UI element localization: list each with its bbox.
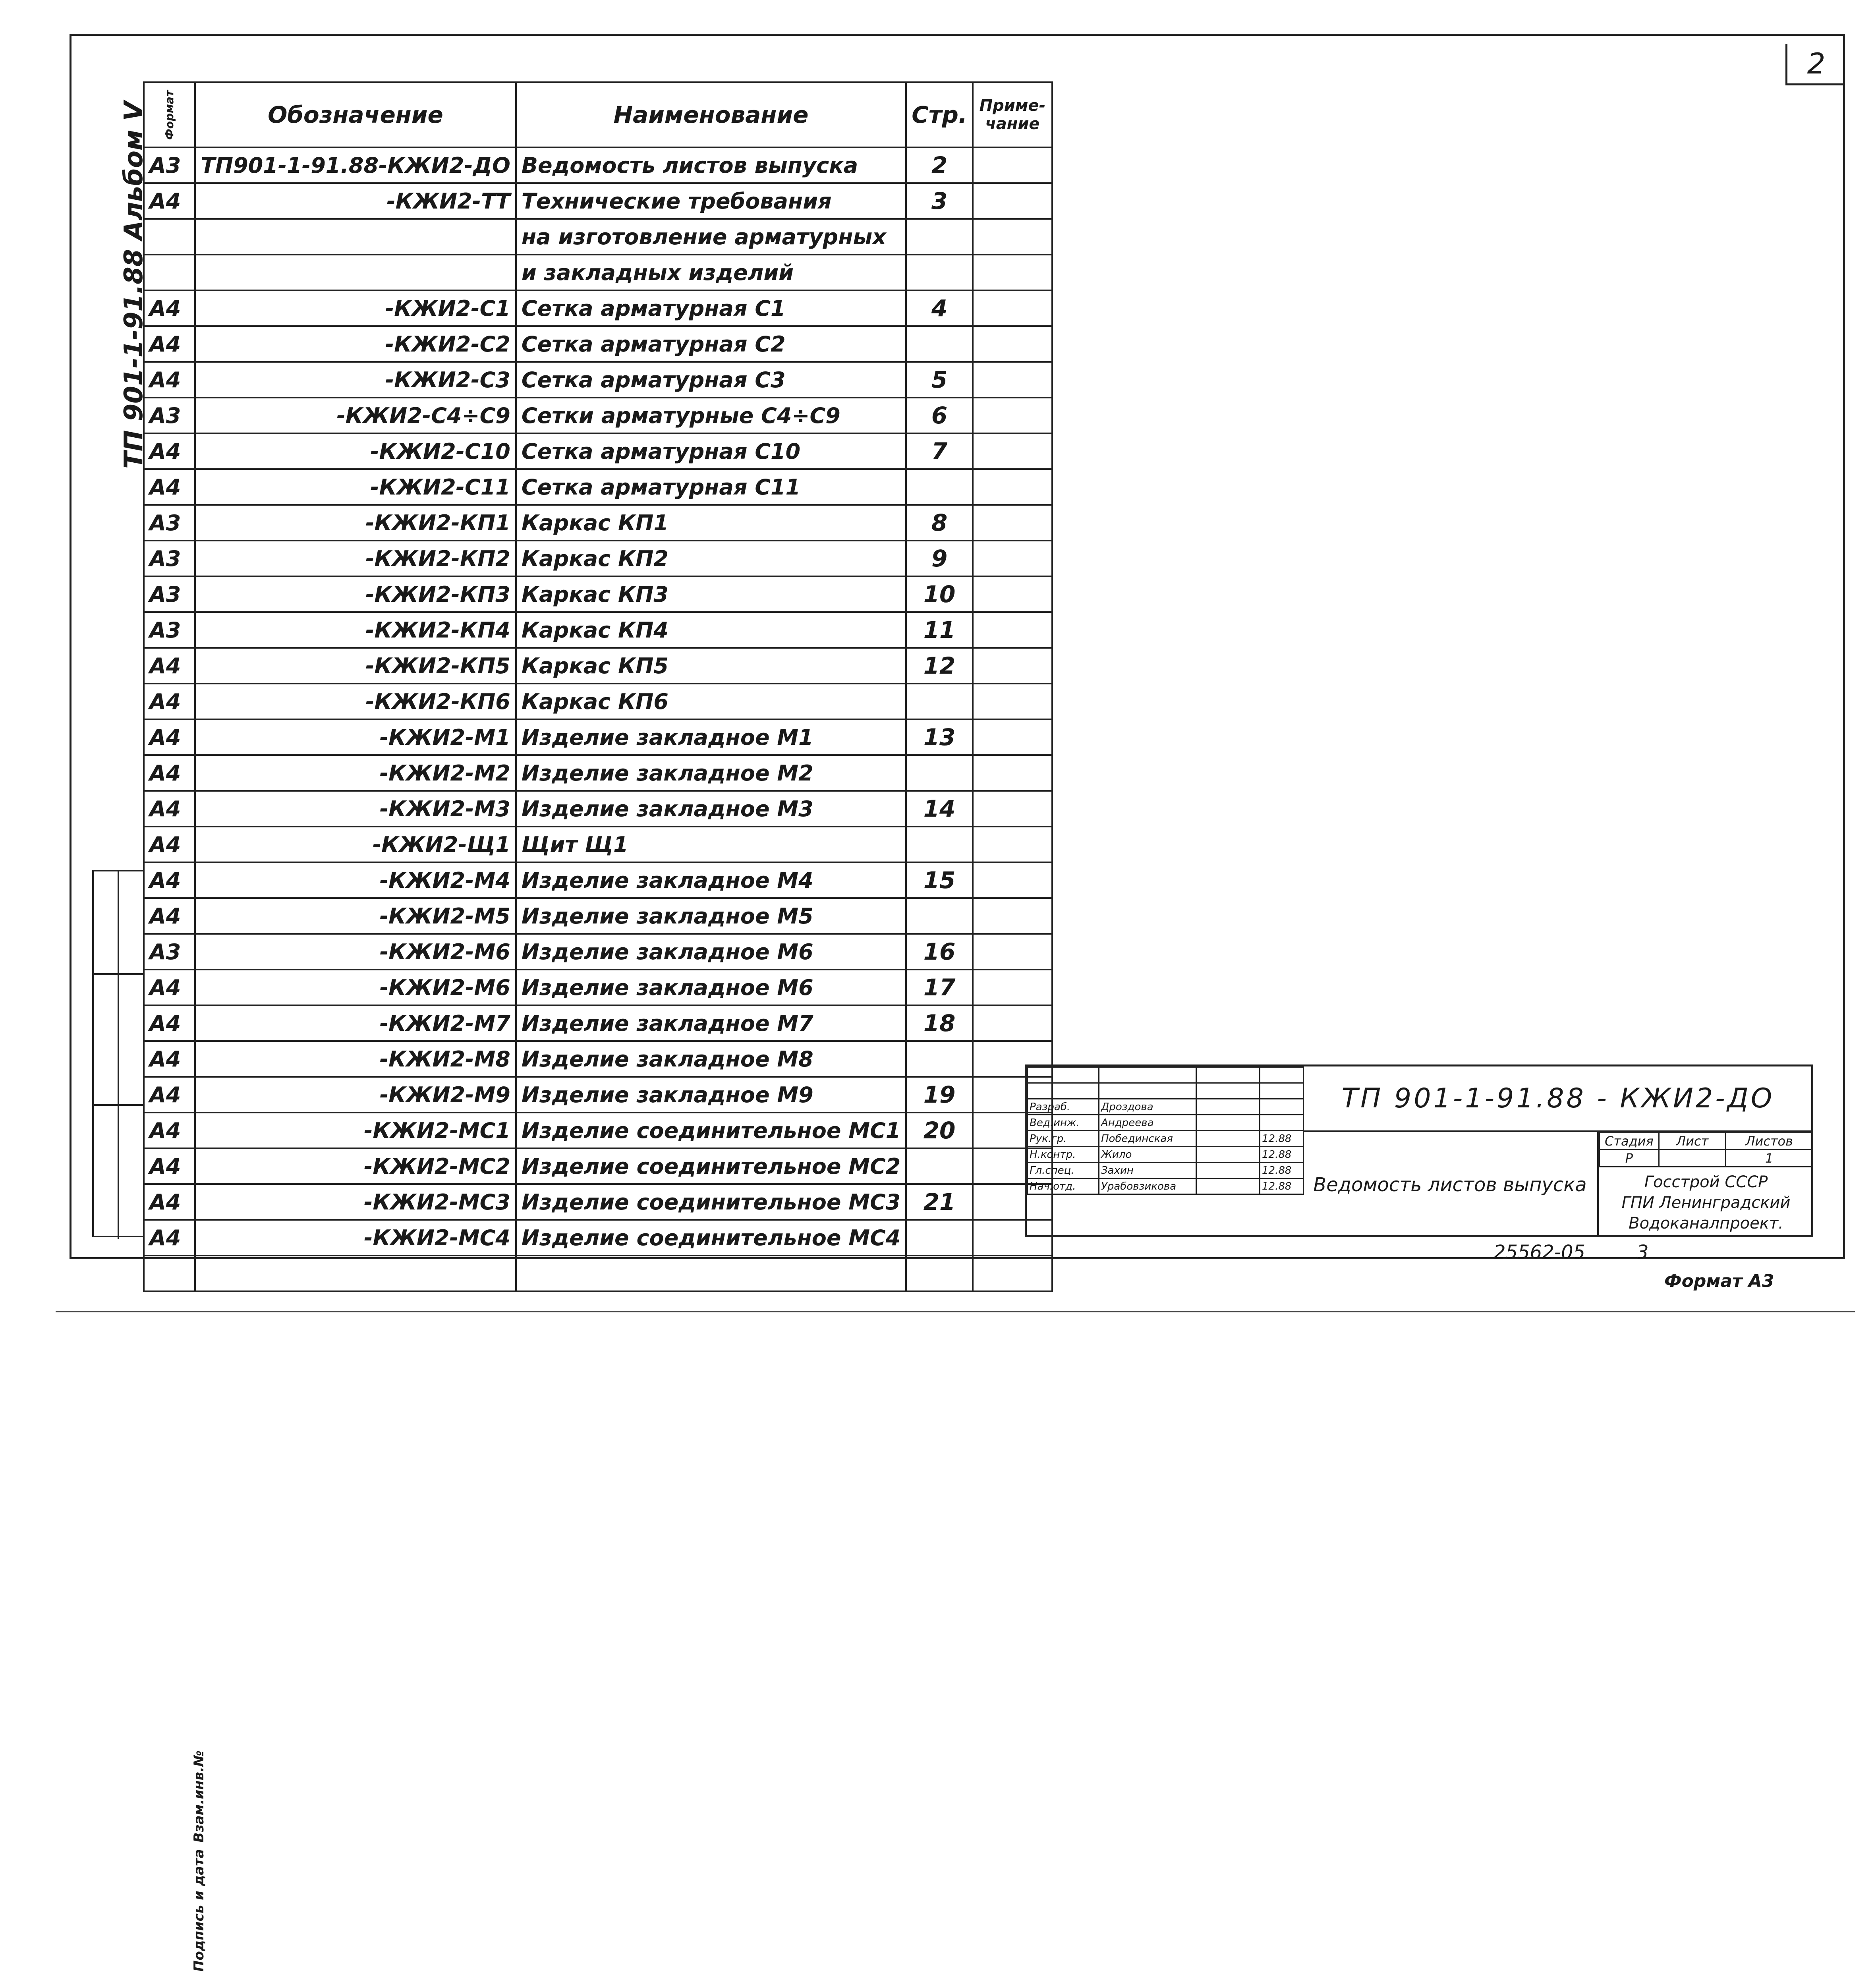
signature-role: Гл.спец. bbox=[1028, 1163, 1099, 1178]
cell-note bbox=[973, 541, 1052, 576]
cell-name: Сетки арматурные С4÷С9 bbox=[516, 398, 906, 433]
signature-date: 12.88 bbox=[1260, 1147, 1304, 1163]
format-label: Формат А3 bbox=[1664, 1271, 1774, 1291]
cell-format: А4 bbox=[144, 827, 195, 862]
cell-note bbox=[973, 433, 1052, 469]
cell-note bbox=[973, 290, 1052, 326]
table-row bbox=[144, 1005, 1052, 1041]
cell-name: и закладных изделий bbox=[516, 255, 906, 290]
cell-note bbox=[973, 648, 1052, 684]
cell-format: А4 bbox=[144, 719, 195, 755]
cell-designation: ТП901-1-91.88-КЖИ2-ДО bbox=[195, 147, 516, 183]
cell-format: А4 bbox=[144, 326, 195, 362]
table-row bbox=[144, 684, 1052, 719]
signature-date bbox=[1260, 1115, 1304, 1131]
cell-page: 9 bbox=[906, 541, 973, 576]
table-row bbox=[144, 398, 1052, 433]
cell-page: 10 bbox=[906, 576, 973, 612]
cell-name: Изделие соединительное МС3 bbox=[516, 1184, 906, 1220]
table-row bbox=[144, 1184, 1052, 1220]
header-designation: Обозначение bbox=[195, 82, 516, 147]
cell-format: А4 bbox=[144, 648, 195, 684]
cell-note bbox=[973, 576, 1052, 612]
cell-format: А4 bbox=[144, 1077, 195, 1113]
sheet-sequence: 3 bbox=[1636, 1241, 1649, 1263]
cell-designation bbox=[195, 219, 516, 255]
cell-note bbox=[973, 755, 1052, 791]
table-row bbox=[144, 970, 1052, 1005]
cell-name: Изделие соединительное МС1 bbox=[516, 1113, 906, 1148]
signature-date: 12.88 bbox=[1260, 1163, 1304, 1178]
cell-name: Изделие закладное М9 bbox=[516, 1077, 906, 1113]
cell-format: А4 bbox=[144, 1113, 195, 1148]
cell-designation: -КЖИ2-ТТ bbox=[195, 183, 516, 219]
signature-role: Вед.инж. bbox=[1028, 1115, 1099, 1131]
cell-designation: -КЖИ2-С1 bbox=[195, 290, 516, 326]
cell-format bbox=[144, 255, 195, 290]
cell-designation: -КЖИ2-МС1 bbox=[195, 1113, 516, 1148]
cell-format: А3 bbox=[144, 147, 195, 183]
signature-row bbox=[1028, 1131, 1304, 1147]
cell-designation: -КЖИ2-КП2 bbox=[195, 541, 516, 576]
table-row bbox=[144, 469, 1052, 505]
cell-designation: -КЖИ2-МС3 bbox=[195, 1184, 516, 1220]
table-row bbox=[144, 576, 1052, 612]
cell-format: А4 bbox=[144, 791, 195, 827]
cell-note bbox=[973, 1256, 1052, 1291]
signature-row bbox=[1028, 1178, 1304, 1194]
cell-note bbox=[973, 219, 1052, 255]
cell-format: А4 bbox=[144, 469, 195, 505]
cell-note bbox=[973, 719, 1052, 755]
cell-designation: -КЖИ2-С11 bbox=[195, 469, 516, 505]
cell-name: Изделие закладное М4 bbox=[516, 862, 906, 898]
cell-page bbox=[906, 1148, 973, 1184]
cell-format: А3 bbox=[144, 541, 195, 576]
cell-page: 8 bbox=[906, 505, 973, 541]
cell-name: на изготовление арматурных bbox=[516, 219, 906, 255]
table-row bbox=[144, 326, 1052, 362]
cell-name: Изделие закладное М5 bbox=[516, 898, 906, 934]
cell-page: 14 bbox=[906, 791, 973, 827]
album-label: ТП 901-1-91.88 Альбом V bbox=[119, 101, 149, 469]
signature-sign bbox=[1196, 1131, 1260, 1147]
table-row bbox=[144, 612, 1052, 648]
table-header bbox=[144, 82, 1052, 147]
cell-format: А4 bbox=[144, 1220, 195, 1256]
cell-note bbox=[973, 505, 1052, 541]
cell-name: Технические требования bbox=[516, 183, 906, 219]
stage-header: Стадия bbox=[1600, 1133, 1659, 1150]
header-page: Стр. bbox=[906, 82, 973, 147]
cell-name: Ведомость листов выпуска bbox=[516, 147, 906, 183]
signature-row-empty bbox=[1028, 1067, 1304, 1083]
cell-name: Изделие закладное М6 bbox=[516, 970, 906, 1005]
cell-name: Сетка арматурная С11 bbox=[516, 469, 906, 505]
cell-name: Изделие закладное М3 bbox=[516, 791, 906, 827]
cell-designation: -КЖИ2-Щ1 bbox=[195, 827, 516, 862]
cell-note bbox=[973, 898, 1052, 934]
cell-format: А4 bbox=[144, 898, 195, 934]
cell-page: 5 bbox=[906, 362, 973, 398]
signature-name: Дроздова bbox=[1099, 1099, 1196, 1115]
cell-designation: -КЖИ2-М3 bbox=[195, 791, 516, 827]
signature-sign bbox=[1196, 1178, 1260, 1194]
cell-name: Каркас КП3 bbox=[516, 576, 906, 612]
table-row bbox=[144, 541, 1052, 576]
signature-role: Рук.гр. bbox=[1028, 1131, 1099, 1147]
cell-format: А3 bbox=[144, 934, 195, 970]
cell-designation: -КЖИ2-М4 bbox=[195, 862, 516, 898]
cell-name: Изделие закладное М7 bbox=[516, 1005, 906, 1041]
signature-name: Урабовзикова bbox=[1099, 1178, 1196, 1194]
cell-name bbox=[516, 1256, 906, 1291]
table-row bbox=[144, 183, 1052, 219]
cell-page bbox=[906, 898, 973, 934]
organization-line-3: Водоканалпроект. bbox=[1629, 1214, 1783, 1233]
signature-cell bbox=[1099, 1067, 1196, 1083]
cell-name: Каркас КП5 bbox=[516, 648, 906, 684]
cell-name: Сетка арматурная С3 bbox=[516, 362, 906, 398]
cell-note bbox=[973, 1005, 1052, 1041]
cell-page bbox=[906, 219, 973, 255]
header-format: Формат bbox=[144, 82, 195, 147]
signature-date-label: Подпись и дата bbox=[191, 1849, 207, 1972]
table-row bbox=[144, 1077, 1052, 1113]
cell-format: А4 bbox=[144, 755, 195, 791]
sheet-list-table bbox=[143, 81, 1053, 1292]
table-row bbox=[144, 827, 1052, 862]
sheets-value: 1 bbox=[1726, 1150, 1813, 1167]
document-number: ТП 901-1-91.88 - КЖИ2-ДО bbox=[1303, 1066, 1813, 1132]
cell-designation: -КЖИ2-С4÷С9 bbox=[195, 398, 516, 433]
cell-format: А3 bbox=[144, 612, 195, 648]
signature-row-empty bbox=[1028, 1083, 1304, 1099]
table-row bbox=[144, 862, 1052, 898]
cell-page bbox=[906, 1041, 973, 1077]
cell-designation: -КЖИ2-М2 bbox=[195, 755, 516, 791]
signature-role: Нач.отд. bbox=[1028, 1178, 1099, 1194]
stage-value: Р bbox=[1600, 1150, 1659, 1167]
signature-cell bbox=[1028, 1083, 1099, 1099]
title-block bbox=[1025, 1064, 1813, 1237]
cell-note bbox=[973, 612, 1052, 648]
signature-table bbox=[1027, 1066, 1304, 1195]
cell-page: 12 bbox=[906, 648, 973, 684]
cell-designation: -КЖИ2-М9 bbox=[195, 1077, 516, 1113]
trim-line bbox=[56, 1311, 1855, 1312]
signature-cell bbox=[1260, 1083, 1304, 1099]
cell-format bbox=[144, 1256, 195, 1291]
cell-designation: -КЖИ2-МС4 bbox=[195, 1220, 516, 1256]
signature-date: 12.88 bbox=[1260, 1131, 1304, 1147]
cell-note bbox=[973, 684, 1052, 719]
cell-page bbox=[906, 1256, 973, 1291]
table-row bbox=[144, 1256, 1052, 1291]
cell-format: А4 bbox=[144, 1041, 195, 1077]
cell-designation: -КЖИ2-МС2 bbox=[195, 1148, 516, 1184]
cell-page bbox=[906, 469, 973, 505]
cell-page: 15 bbox=[906, 862, 973, 898]
cell-name: Изделие соединительное МС4 bbox=[516, 1220, 906, 1256]
cell-page: 16 bbox=[906, 934, 973, 970]
table-row bbox=[144, 1148, 1052, 1184]
cell-name: Каркас КП4 bbox=[516, 612, 906, 648]
table-row bbox=[144, 255, 1052, 290]
replace-inv-label: Взам.инв.№ bbox=[191, 1750, 207, 1843]
cell-page: 21 bbox=[906, 1184, 973, 1220]
cell-format: А4 bbox=[144, 1005, 195, 1041]
cell-name: Изделие соединительное МС2 bbox=[516, 1148, 906, 1184]
table-row bbox=[144, 147, 1052, 183]
signature-role: Разраб. bbox=[1028, 1099, 1099, 1115]
cell-page: 4 bbox=[906, 290, 973, 326]
cell-designation: -КЖИ2-КП5 bbox=[195, 648, 516, 684]
cell-page: 11 bbox=[906, 612, 973, 648]
cell-name: Сетка арматурная С2 bbox=[516, 326, 906, 362]
table-row bbox=[144, 934, 1052, 970]
table-row bbox=[144, 290, 1052, 326]
cell-designation bbox=[195, 255, 516, 290]
cell-format: А4 bbox=[144, 183, 195, 219]
cell-format: А3 bbox=[144, 398, 195, 433]
cell-page: 7 bbox=[906, 433, 973, 469]
header-note: Приме- чание bbox=[973, 82, 1052, 147]
cell-name: Сетка арматурная С10 bbox=[516, 433, 906, 469]
cell-name: Сетка арматурная С1 bbox=[516, 290, 906, 326]
cell-note bbox=[973, 362, 1052, 398]
cell-designation: -КЖИ2-М6 bbox=[195, 970, 516, 1005]
signature-sign bbox=[1196, 1115, 1260, 1131]
cell-format: А4 bbox=[144, 433, 195, 469]
cell-page: 13 bbox=[906, 719, 973, 755]
cell-note bbox=[973, 326, 1052, 362]
cell-designation: -КЖИ2-С2 bbox=[195, 326, 516, 362]
cell-format bbox=[144, 219, 195, 255]
cell-note bbox=[973, 255, 1052, 290]
signature-cell bbox=[1260, 1067, 1304, 1083]
cell-page: 18 bbox=[906, 1005, 973, 1041]
signature-cell bbox=[1196, 1083, 1260, 1099]
table-row bbox=[144, 755, 1052, 791]
signature-name: Андреева bbox=[1099, 1115, 1196, 1131]
organization bbox=[1599, 1168, 1813, 1239]
cell-designation: -КЖИ2-КП1 bbox=[195, 505, 516, 541]
cell-page: 6 bbox=[906, 398, 973, 433]
inventory-number: 25562-05 bbox=[1493, 1241, 1586, 1263]
cell-name: Изделие закладное М6 bbox=[516, 934, 906, 970]
cell-name: Каркас КП2 bbox=[516, 541, 906, 576]
cell-designation: -КЖИ2-М1 bbox=[195, 719, 516, 755]
cell-format: А4 bbox=[144, 290, 195, 326]
cell-format: А4 bbox=[144, 684, 195, 719]
cell-note bbox=[973, 827, 1052, 862]
cell-page bbox=[906, 1220, 973, 1256]
cell-name: Изделие закладное М8 bbox=[516, 1041, 906, 1077]
sheet-value bbox=[1659, 1150, 1726, 1167]
table-row bbox=[144, 433, 1052, 469]
cell-designation bbox=[195, 1256, 516, 1291]
signature-name: Захин bbox=[1099, 1163, 1196, 1178]
cell-designation: -КЖИ2-М8 bbox=[195, 1041, 516, 1077]
cell-format: А4 bbox=[144, 1148, 195, 1184]
cell-name: Изделие закладное М1 bbox=[516, 719, 906, 755]
cell-name: Каркас КП6 bbox=[516, 684, 906, 719]
cell-page bbox=[906, 755, 973, 791]
cell-designation: -КЖИ2-М7 bbox=[195, 1005, 516, 1041]
cell-note bbox=[973, 147, 1052, 183]
cell-note bbox=[973, 970, 1052, 1005]
signature-role: Н.контр. bbox=[1028, 1147, 1099, 1163]
cell-name: Каркас КП1 bbox=[516, 505, 906, 541]
sheet-name: Ведомость листов выпуска bbox=[1303, 1132, 1599, 1237]
cell-format: А3 bbox=[144, 576, 195, 612]
cell-format: А3 bbox=[144, 505, 195, 541]
cell-page: 17 bbox=[906, 970, 973, 1005]
cell-format: А4 bbox=[144, 862, 195, 898]
cell-page bbox=[906, 326, 973, 362]
table-row bbox=[144, 791, 1052, 827]
signature-cell bbox=[1028, 1067, 1099, 1083]
signature-row bbox=[1028, 1099, 1304, 1115]
cell-format: А4 bbox=[144, 362, 195, 398]
signature-sign bbox=[1196, 1099, 1260, 1115]
cell-note bbox=[973, 791, 1052, 827]
cell-note bbox=[973, 183, 1052, 219]
table-row bbox=[144, 219, 1052, 255]
cell-page bbox=[906, 827, 973, 862]
cell-designation: -КЖИ2-С10 bbox=[195, 433, 516, 469]
table-row bbox=[144, 1220, 1052, 1256]
cell-format: А4 bbox=[144, 970, 195, 1005]
cell-designation: -КЖИ2-С3 bbox=[195, 362, 516, 398]
cell-page bbox=[906, 255, 973, 290]
table-row bbox=[144, 505, 1052, 541]
cell-name: Щит Щ1 bbox=[516, 827, 906, 862]
table-row bbox=[144, 362, 1052, 398]
cell-name: Изделие закладное М2 bbox=[516, 755, 906, 791]
cell-note bbox=[973, 862, 1052, 898]
cell-designation: -КЖИ2-М6 bbox=[195, 934, 516, 970]
signature-sign bbox=[1196, 1163, 1260, 1178]
cell-designation: -КЖИ2-КП4 bbox=[195, 612, 516, 648]
cell-designation: -КЖИ2-КП3 bbox=[195, 576, 516, 612]
signature-date: 12.88 bbox=[1260, 1178, 1304, 1194]
header-name: Наименование bbox=[516, 82, 906, 147]
signature-date bbox=[1260, 1099, 1304, 1115]
cell-page: 19 bbox=[906, 1077, 973, 1113]
cell-note bbox=[973, 398, 1052, 433]
table-row bbox=[144, 1113, 1052, 1148]
organization-line-2: ГПИ Ленинградский bbox=[1621, 1194, 1791, 1212]
sheet-header: Лист bbox=[1659, 1133, 1726, 1150]
signature-name: Побединская bbox=[1099, 1131, 1196, 1147]
cell-page bbox=[906, 684, 973, 719]
cell-note bbox=[973, 469, 1052, 505]
cell-designation: -КЖИ2-М5 bbox=[195, 898, 516, 934]
cell-page: 20 bbox=[906, 1113, 973, 1148]
signature-cell bbox=[1099, 1083, 1196, 1099]
signature-sign bbox=[1196, 1147, 1260, 1163]
organization-line-1: Госстрой СССР bbox=[1644, 1173, 1768, 1191]
signature-row bbox=[1028, 1163, 1304, 1178]
table-row bbox=[144, 648, 1052, 684]
signature-row bbox=[1028, 1147, 1304, 1163]
signature-name: Жило bbox=[1099, 1147, 1196, 1163]
sheet-number: 2 bbox=[1785, 44, 1845, 85]
cell-page: 2 bbox=[906, 147, 973, 183]
sheets-header: Листов bbox=[1726, 1133, 1813, 1150]
table-row bbox=[144, 719, 1052, 755]
signature-row bbox=[1028, 1115, 1304, 1131]
cell-page: 3 bbox=[906, 183, 973, 219]
table-row bbox=[144, 898, 1052, 934]
cell-note bbox=[973, 934, 1052, 970]
signature-cell bbox=[1196, 1067, 1260, 1083]
cell-designation: -КЖИ2-КП6 bbox=[195, 684, 516, 719]
table-row bbox=[144, 1041, 1052, 1077]
cell-format: А4 bbox=[144, 1184, 195, 1220]
